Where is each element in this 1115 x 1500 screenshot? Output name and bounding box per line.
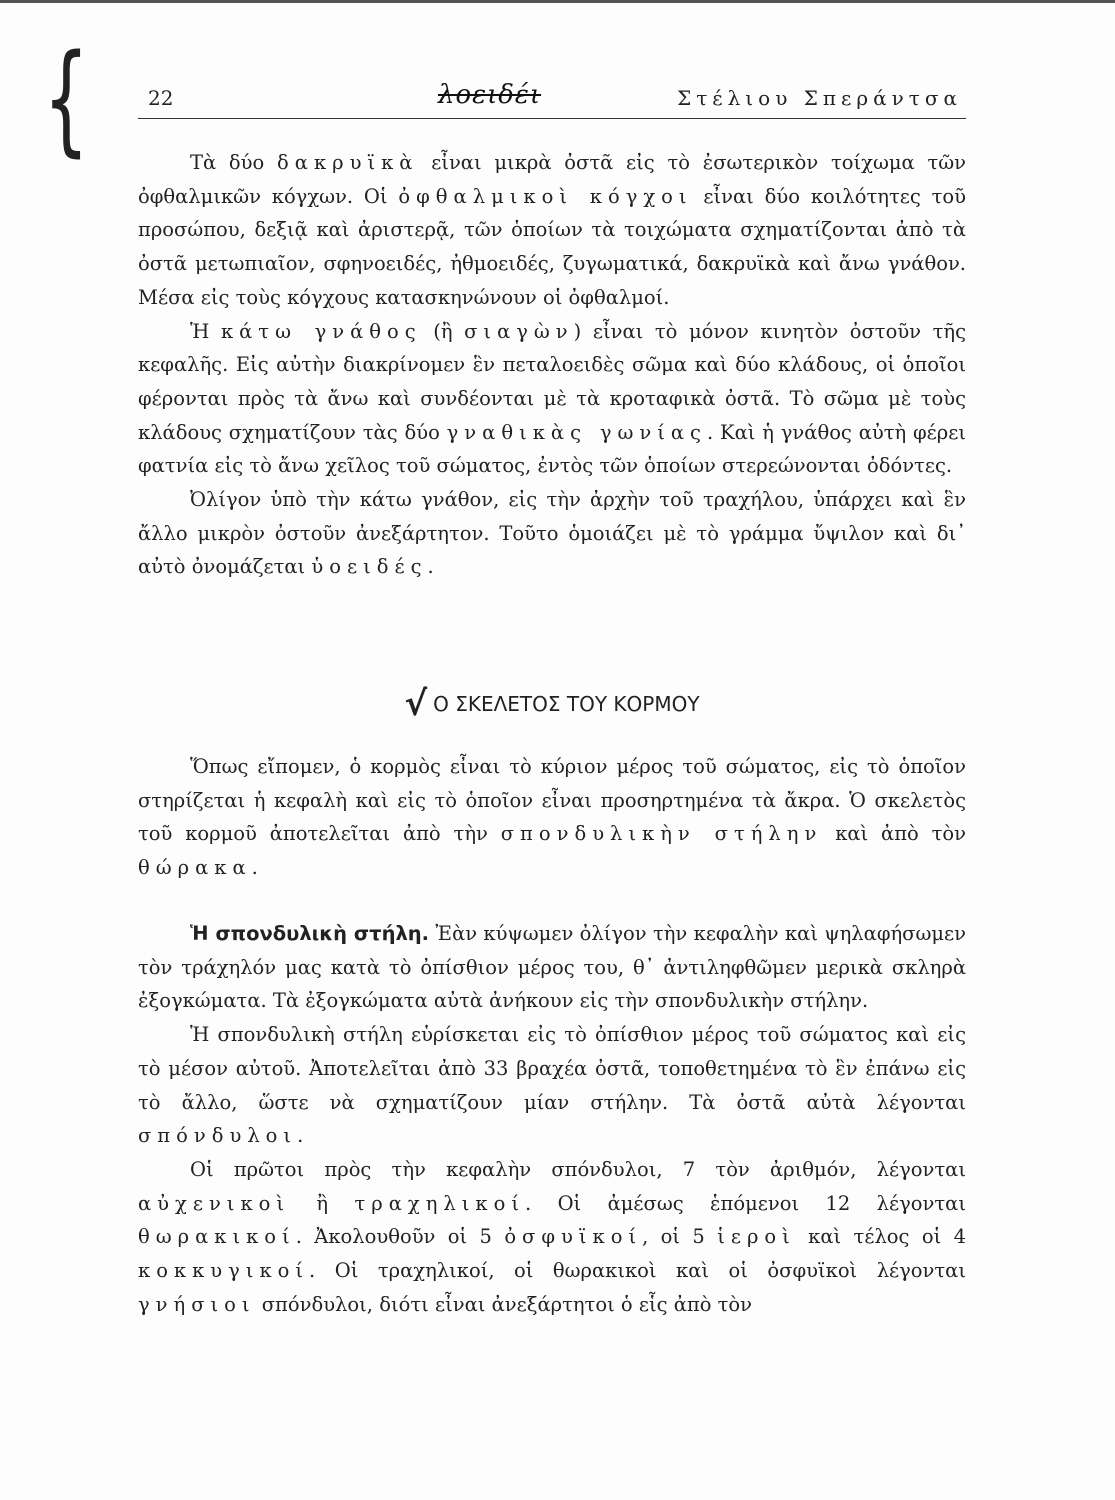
paragraph-vertebrae-types: Οἱ πρῶτοι πρὸς τὴν κεφαλὴν σπόνδυλοι, 7 τὸν ἀριθμόν, λέγονται αὐχενικοὶ ἢ τραχηλικοί. Οἱ ἀμέσως ἑπόμενοι 12 λέγονται θωρακικοί. Ἀκολουθοῦν οἱ 5 ὀσφυϊκοί, οἱ 5 ἱεροὶ καὶ τέλος οἱ 4 κοκκυγικοί. Οἱ τραχηλικοί, οἱ θωρακικοὶ καὶ οἱ ὀσφυϊκοὶ λέγονται γνήσιοι σπόνδυλοι, διότι εἶναι ἀνεξάρτητοι ὁ εἷς ἀπὸ τὸν [138, 1157, 966, 1316]
text-block-trunk [138, 750, 966, 885]
section-heading [138, 684, 966, 724]
handwritten-checkmark: √ [404, 684, 428, 724]
paragraph-spine-position: Ἡ σπονδυλικὴ στήλη εὑρίσκεται εἰς τὸ ὀπίσθιον μέρος τοῦ σώματος καὶ εἰς τὸ μέσον αὐτοῦ. Ἀποτελεῖται ἀπὸ 33 βραχέα ὀστᾶ, τοποθετημένα τὸ ἓν ἐπάνω εἰς τὸ ἄλλο, ὥστε νὰ σχηματίζουν μίαν στήλην. Τὰ ὀστᾶ αὐτὰ λέγονται σπόνδυλοι. [138, 1023, 966, 1148]
text-block-skull [138, 146, 966, 584]
paragraph-mandible: Ἡ κάτω γνάθος (ἢ σιαγὼν) εἶναι τὸ μόνον κινητὸν ὀστοῦν τῆς κεφαλῆς. Εἰς αὐτὴν διακρίνομεν ἓν πεταλοειδὲς σῶμα καὶ δύο κλάδους, οἱ ὁποῖοι φέρονται πρὸς τὰ ἄνω καὶ συνδέονται μὲ τὰ κροταφικὰ ὀστᾶ. Τὸ σῶμα μὲ τοὺς κλάδους σχηματίζουν τὰς δύο γναθικὰς γωνίας. Καὶ ἡ γνάθος αὐτὴ φέρει φατνία εἰς τὸ ἄνω χεῖλος τοῦ σώματος, ἐντὸς τῶν ὁποίων στερεώνονται ὀδόντες. [138, 319, 967, 478]
text-block-spine [138, 917, 966, 1321]
scan-top-edge [0, 0, 1115, 3]
paragraph-spine-intro: Ἡ σπονδυλικὴ στήλη. Ἐὰν κύψωμεν ὀλίγον τὴν κεφαλὴν καὶ ψηλαφήσωμεν τὸν τράχηλόν μας κατὰ τὸ ὀπίσθιον μέρος του, θ᾽ ἀντιληφθῶμεν μερικὰ σκληρὰ ἐξογκώματα. Τὰ ἐξογκώματα αὐτὰ ἀνήκουν εἰς τὴν σπονδυλικὴν στήλην. [138, 922, 966, 1013]
paragraph-hyoid: Ὀλίγον ὑπὸ τὴν κάτω γνάθον, εἰς τὴν ἀρχὴν τοῦ τραχήλου, ὑπάρχει καὶ ἓν ἄλλο μικρὸν ὀστοῦν ἀνεξάρτητον. Τοῦτο ὁμοιάζει μὲ τὸ γράμμα ὔψιλον καὶ δι᾽ αὐτὸ ὀνομάζεται ὑοειδές. [138, 488, 966, 579]
page-number: 22 [148, 86, 174, 110]
section-title: Ο ΣΚΕΛΕΤΟΣ ΤΟΥ ΚΟΡΜΟΥ [433, 692, 700, 716]
paragraph-lacrimal: Τὰ δύο δακρυϊκὰ εἶναι μικρὰ ὀστᾶ εἰς τὸ ἐσωτερικὸν τοίχωμα τῶν ὀφθαλμικῶν κόγχων. Οἱ ὀφθαλμικοὶ κόγχοι εἶναι δύο κοιλότητες τοῦ προσώπου, δεξιᾷ καὶ ἀριστερᾷ, τῶν ὁποίων τὰ τοιχώματα σχηματίζονται ἀπὸ τὰ ὀστᾶ μετωπιαῖον, σφηνοειδές, ἠθμοειδές, ζυγωματικά, δακρυϊκὰ καὶ ἄνω γνάθον. Μέσα εἰς τοὺς κόγχους κατασκηνώνουν οἱ ὀφθαλμοί. [138, 151, 966, 309]
running-title: Στέλιου Σπεράντσα [677, 86, 962, 110]
margin-brace-mark: { [43, 30, 90, 169]
subsection-title: Ἡ σπονδυλικὴ στήλη. [190, 922, 430, 945]
page-header [138, 78, 966, 119]
paragraph-trunk: Ὅπως εἴπομεν, ὁ κορμὸς εἶναι τὸ κύριον μέρος τοῦ σώματος, εἰς τὸ ὁποῖον στηρίζεται ἡ κεφαλὴ καὶ εἰς τὸ ὁποῖον εἶναι προσηρτημένα τὰ ἄκρα. Ὁ σκελετὸς τοῦ κορμοῦ ἀποτελεῖται ἀπὸ τὴν σπονδυλικὴν στήλην καὶ ἀπὸ τὸν θώρακα. [138, 755, 967, 880]
handwritten-scrawl: λοειδέι [438, 80, 542, 110]
